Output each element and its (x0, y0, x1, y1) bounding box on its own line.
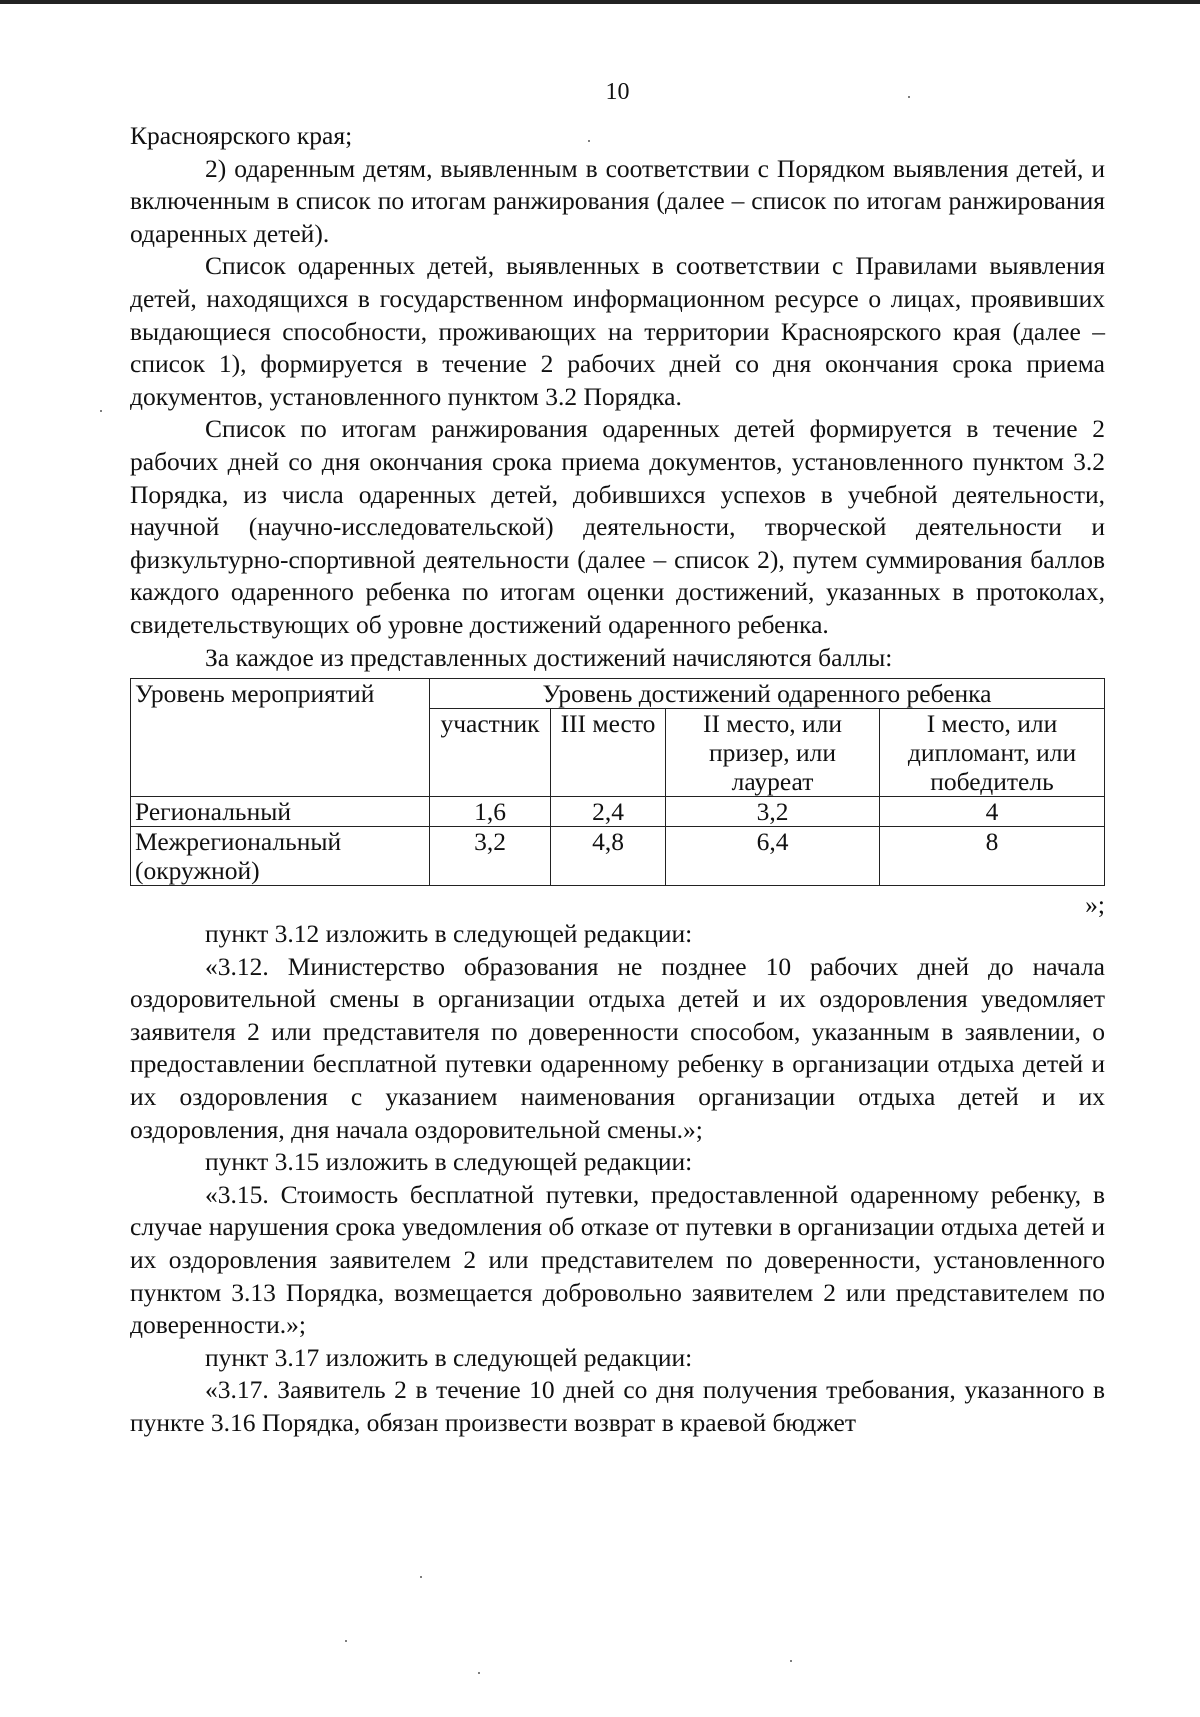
paragraph: пункт 3.12 изложить в следующей редакции: (205, 919, 693, 949)
table-cell: 6,4 (666, 827, 880, 886)
row-level-label: Региональный (131, 797, 430, 827)
table-cell: 8 (880, 827, 1105, 886)
row-level-label: Межрегиональный (окружной) (131, 827, 430, 886)
page-number: 10 (605, 79, 630, 105)
scan-speck (345, 1640, 347, 1642)
col-first-place: I место, или дипломант, или победитель (880, 709, 1105, 797)
table-header-row (131, 679, 1105, 709)
table-cell: 1,6 (430, 797, 551, 827)
scan-speck (908, 96, 910, 98)
paragraph: «3.15. Стоимость бесплатной путевки, предоставленной одаренному ребенку, в случае нарушения срока уведомления об отказе от путевки в организации отдыха детей и их оздоровления заявителем 2 или представителем по доверенности, установленного пунктом 3.13 Порядка, возмещается добровольно заявителем 2 или представителем по доверенности.»; (130, 1179, 1105, 1340)
paragraph: «3.12. Министерство образования не позднее 10 рабочих дней до начала оздоровительной смены в организации отдыха детей и их оздоровления уведомляет заявителя 2 или представителя по доверенности способом, указанным в заявлении, о предоставлении бесплатной путевки одаренному ребенку в организации отдыха детей и их оздоровления с указанием наименования организации отдыха детей и их оздоровления, дня начала оздоровительной смены.»; (130, 951, 1105, 1144)
table-closing-quote: »; (1085, 890, 1105, 920)
document-page (130, 68, 1105, 1440)
text-after-table (130, 918, 1105, 1440)
top-scan-edge (0, 0, 1200, 4)
header-achievement-level: Уровень достижений одаренного ребенка (430, 679, 1105, 709)
table-cell: 4,8 (551, 827, 666, 886)
paragraph: пункт 3.17 изложить в следующей редакции: (205, 1342, 693, 1372)
scan-speck (588, 140, 590, 142)
scan-speck (100, 410, 102, 412)
text-before-table (130, 120, 1105, 674)
paragraph: Красноярского края; (130, 121, 353, 150)
table-cell: 3,2 (430, 827, 551, 886)
col-second-place: II место, или призер, или лауреат (666, 709, 880, 797)
scores-table (130, 678, 1105, 886)
table-cell: 3,2 (666, 797, 880, 827)
paragraph: 2) одаренным детям, выявленным в соответствии с Порядком выявления детей, и включенным в список по итогам ранжирования (далее – список по итогам ранжирования одаренных детей). (130, 153, 1105, 248)
header-event-level: Уровень мероприятий (131, 679, 430, 797)
paragraph: За каждое из представленных достижений начисляются баллы: (205, 642, 893, 672)
scan-speck (420, 1576, 422, 1578)
col-third-place: III место (551, 709, 666, 797)
paragraph: Список одаренных детей, выявленных в соответствии с Правилами выявления детей, находящихся в государственном информационном ресурсе о лицах, проявивших выдающиеся способности, проживающих на территории Красноярского края (далее – список 1), формируется в течение 2 рабочих дней со дня окончания срока приема документов, установленного пунктом 3.2 Порядка. (130, 251, 1105, 411)
table-cell: 4 (880, 797, 1105, 827)
paragraph: пункт 3.15 изложить в следующей редакции: (205, 1147, 693, 1177)
paragraph: Список по итогам ранжирования одаренных детей формируется в течение 2 рабочих дней со дня окончания срока приема документов, установленного пунктом 3.2 Порядка, из числа одаренных детей, добившихся успехов в учебной деятельности, научной (научно-исследовательской) деятельности, творческой деятельности и физкультурно-спортивной деятельности (далее – список 2), путем суммирования баллов каждого одаренного ребенка по итогам оценки достижений, указанных в протоколах, свидетельствующих об уровне достижений одаренного ребенка. (130, 414, 1105, 639)
table-row (131, 797, 1105, 827)
table-cell: 2,4 (551, 797, 666, 827)
paragraph: «3.17. Заявитель 2 в течение 10 дней со дня получения требования, указанного в пункте 3.16 Порядка, обязан произвести возврат в краевой бюджет (130, 1375, 1105, 1437)
scan-speck (790, 1660, 792, 1662)
scan-speck (478, 1672, 480, 1674)
col-participant: участник (430, 709, 551, 797)
table-row (131, 827, 1105, 886)
